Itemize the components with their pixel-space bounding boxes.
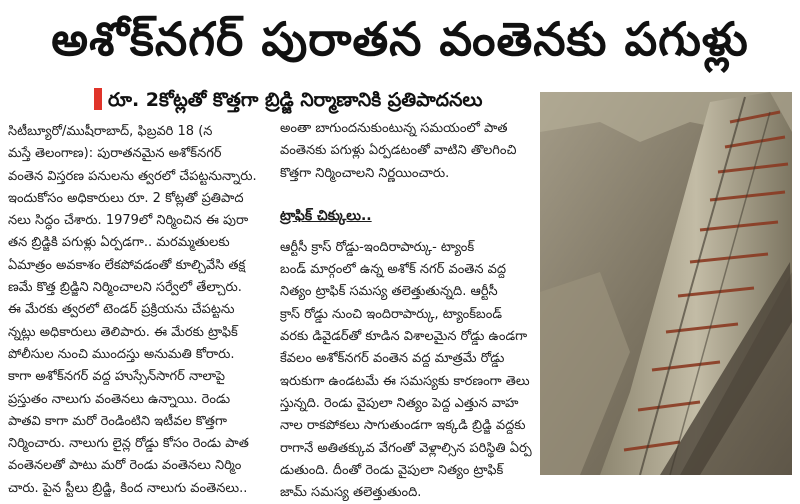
body-line: రాగానే అతితక్కువ వేగంతో వెళ్లాల్సిన పరిస్థితి ఏర్ప: [280, 440, 532, 456]
crosshead-traffic: ట్రాఫిక్ చిక్కులు..: [280, 207, 372, 224]
body-line: చారు. పైన స్టీలు బ్రిడ్జి, కింద నాలుగు వంతెనలు..: [8, 480, 248, 496]
subheadline: రూ. 2కోట్లతో కొత్తగా బ్రిడ్జి నిర్మాణానికి ప్రతిపాదనలు: [108, 89, 483, 111]
body-line: నలు సిద్ధం చేశారు. 1979లో నిర్మించిన ఈ పురా: [8, 213, 249, 229]
subheadline-accent-bar: [94, 88, 102, 110]
body-line: కొత్తగా నిర్మించాలని నిర్ణయించారు.: [280, 165, 450, 181]
body-line: ఇరుకుగా ఉండటమే ఈ సమస్యకు కారణంగా తెలు: [280, 373, 530, 389]
article-column-2: [280, 118, 532, 504]
body-line: అంతా బాగుందనుకుంటున్న సమయంలో పాత: [280, 121, 508, 136]
bridge-photo-illustration: [540, 92, 792, 475]
body-line: తన బ్రిడ్జికి పగుళ్లు ఏర్పడగా.. మరమ్మతులకు: [8, 235, 230, 251]
body-line: స్తున్నది. రెండు వైపులా నిత్యం పెద్ద ఎత్తున వాహ: [280, 395, 519, 411]
body-line: నిత్యం ట్రాఫిక్ సమస్య తలెత్తుతున్నది. ఆర్టీసీ: [280, 284, 498, 300]
body-line: మస్తే తెలంగాణ): పురాతనమైన అశోక్‌నగర్: [8, 146, 222, 162]
body-line: నిర్మించారు. నాలుగు లైన్ల రోడ్డు కోసం రెండు పాత: [8, 436, 249, 452]
body-line: కాగా అశోక్‌నగర్ వద్ద హుస్సేన్‌సాగర్ నాలాపై: [8, 369, 226, 385]
body-line: ఆర్టీసీ క్రాస్ రోడ్డు-ఇందిరాపార్కు- ట్యాంక్: [280, 239, 475, 255]
body-line: కేవలం అశోక్‌నగర్ వంతెన వద్ద మాత్రమే రోడ్డు: [280, 351, 505, 367]
body-line: ఈ మేరకు త్వరలో టెండర్ ప్రక్రియను చేపట్టను: [8, 302, 235, 318]
body-line: వంతెనకు పగుళ్లు ఏర్పడటంతో వాటిని తొలగించి: [280, 143, 517, 159]
body-line: డుతుంది. దీంతో రెండు వైపులా నిత్యం ట్రాఫిక్: [280, 462, 504, 478]
body-line: జామ్ సమస్య తలెత్తుతుంది.: [280, 485, 422, 501]
body-line: పోలీసుల నుంచి ముందస్తు అనుమతి కోరారు.: [8, 346, 235, 362]
body-line: పాతవి కాగా మరో రెండింటిని ఇటీవల కొత్తగా: [8, 413, 227, 429]
body-line: వంతెనలతో పాటు మరో రెండు వంతెనలు నిర్మిం: [8, 458, 242, 474]
body-line: వరకు డివైడర్‌తో కూడిన విశాలమైన రోడ్డు ఉండగా: [280, 329, 528, 345]
body-line: నాల రాకపోకలు సాగుతుండగా ఇక్కడి బ్రిడ్జి వద్దకు: [280, 418, 526, 434]
body-line: ణమే కొత్త బ్రిడ్జిని నిర్మించాలని సర్వేలో తేల్చారు.: [8, 280, 242, 296]
body-line: క్రాస్ రోడ్డు నుంచి ఇందిరాపార్కు, ట్యాంక్‌బండ్: [280, 306, 502, 322]
body-line: సిటీబ్యూరో/ముషీరాబాద్, ఫిబ్రవరి 18 (న: [8, 124, 213, 139]
body-line: వంతెన విస్తరణ పనులను త్వరలో చేపట్టనున్నారు.: [8, 168, 257, 184]
headline: అశోక్‌నగర్ పురాతన వంతెనకు పగుళ్లు: [51, 12, 749, 66]
body-line: ఇందుకోసం అధికారులు రూ. 2 కోట్లతో ప్రతిపాద: [8, 190, 244, 206]
body-line: ఏమాత్రం అవకాశం లేకపోవడంతో కూల్చివేసి తక్ష: [8, 257, 246, 273]
body-line: ప్రస్తుతం నాలుగు వంతెనలు ఉన్నాయి. రెండు: [8, 391, 231, 407]
article-column-1: [8, 121, 270, 500]
body-line: బండ్ మార్గంలో ఉన్న అశోక్ నగర్ వంతెన వద్ద: [280, 262, 507, 278]
body-line: న్నట్లు అధికారులు తెలిపారు. ఈ మేరకు ట్రాఫిక్: [8, 324, 238, 340]
bridge-crack-photo: [540, 92, 792, 475]
